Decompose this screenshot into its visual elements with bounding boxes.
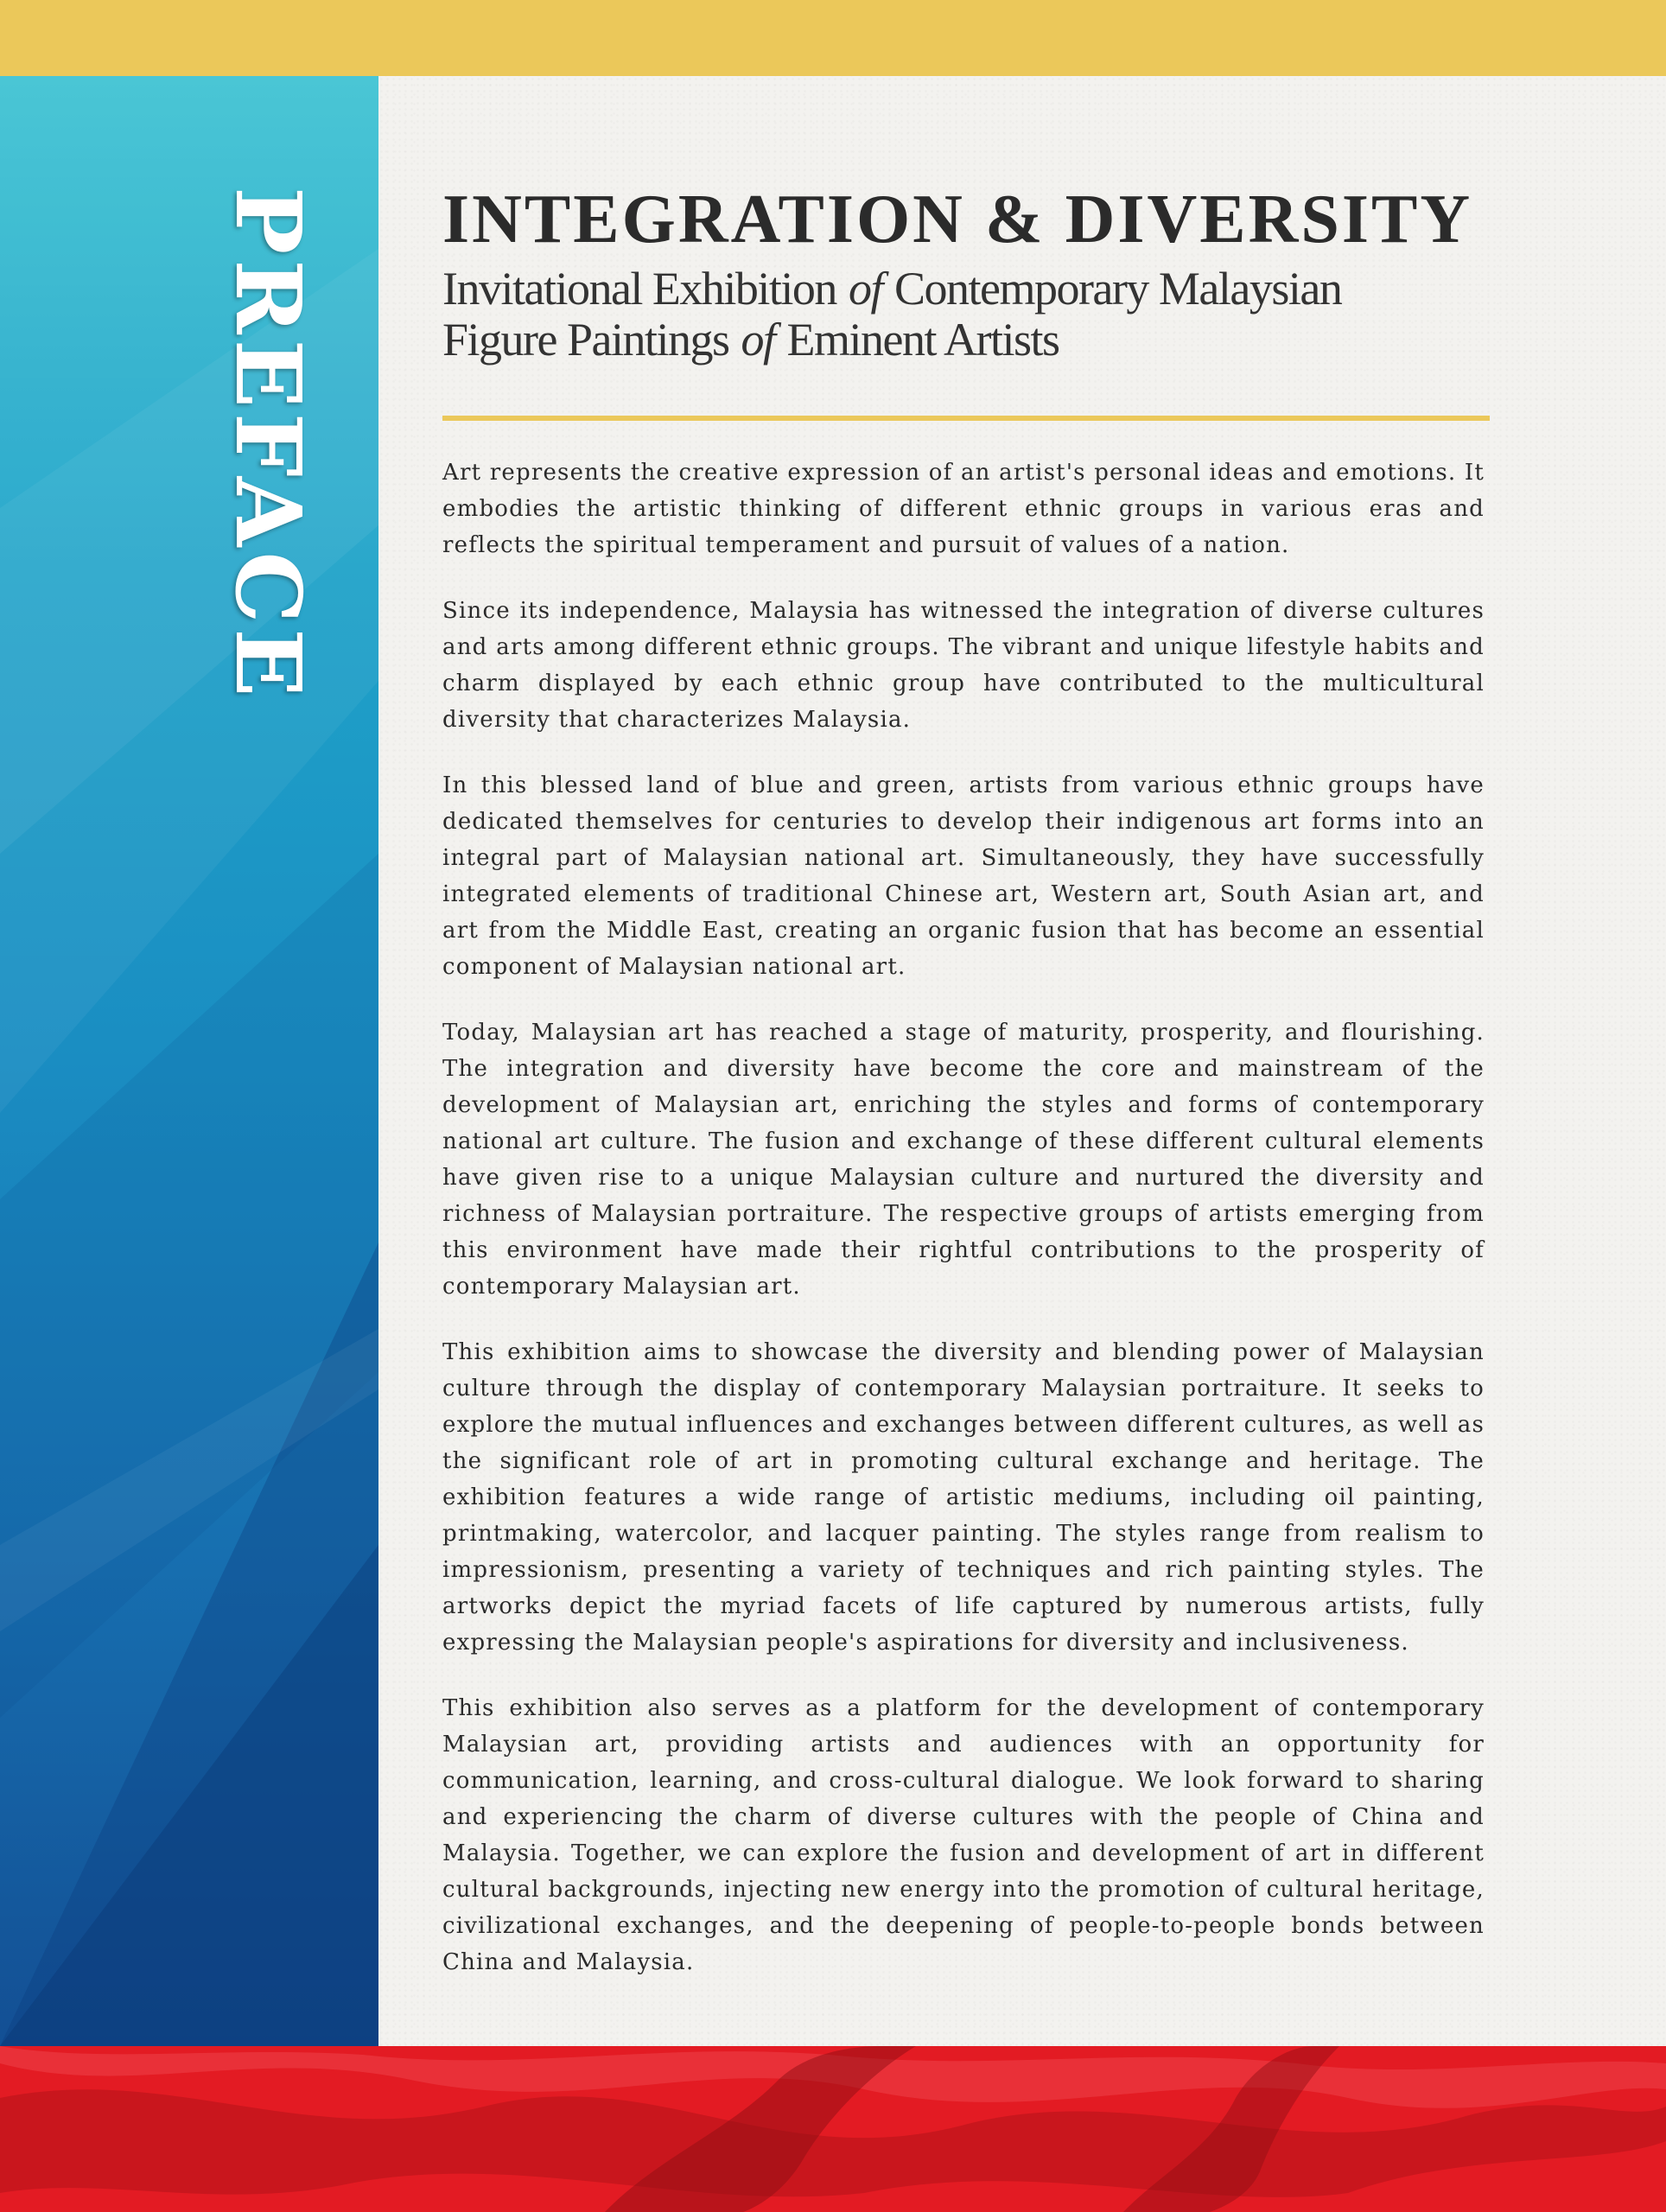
preface-vertical-title: PREFACE	[215, 187, 321, 702]
subtitle-line-1-end: Contemporary Malaysian	[893, 263, 1342, 315]
top-gold-band	[0, 0, 1666, 76]
paragraph-5: This exhibition aims to showcase the diversity and blending power of Malaysian culture through the display of contemporary Malaysian portraiture. It seeks to explore the mutual influences and exchanges between different cultures, as well as the significant role of art in promoting cultural exchange and heritage. The exhibition features a wide range of artistic mediums, including oil painting, printmaking, watercolor, and lacquer painting. The styles range from realism to impressionism, presenting a variety of techniques and rich painting styles. The artworks depict the myriad facets of life captured by numerous artists, fully expressing the Malaysian people's aspirations for diversity and inclusiveness.	[442, 1339, 1485, 1656]
page-title: INTEGRATION & DIVERSITY	[442, 181, 1473, 257]
gold-divider	[442, 416, 1490, 421]
bottom-red-band	[0, 2046, 1666, 2212]
subtitle-line-1-of: of	[848, 263, 882, 315]
preface-body	[442, 454, 1485, 2010]
subtitle-line-2-start: Figure Paintings	[442, 314, 729, 366]
marble-pattern	[0, 2046, 1666, 2212]
paragraph-3: In this blessed land of blue and green, artists from various ethnic groups have dedicated themselves for centuries to develop their indigenous art forms into an integral part of Malaysian national art. Simultaneously, they have successfully integrated elements of traditional Chinese art, Western art, South Asian art, and art from the Middle East, creating an organic fusion that has become an essential component of Malaysian national art.	[442, 772, 1485, 980]
paragraph-4: Today, Malaysian art has reached a stage of maturity, prosperity, and flourishing. The integration and diversity have become the core and mainstream of the development of Malaysian art, enriching the styles and forms of contemporary national art culture. The fusion and exchange of these different cultural elements have given rise to a unique Malaysian culture and nurtured the diversity and richness of Malaysian portraiture. The respective groups of artists emerging from this environment have made their rightful contributions to the prosperity of contemporary Malaysian art.	[442, 1020, 1485, 1300]
paragraph-2: Since its independence, Malaysia has witnessed the integration of diverse cultures and arts among different ethnic groups. The vibrant and unique lifestyle habits and charm displayed by each ethnic group have contributed to the multicultural diversity that characterizes Malaysia.	[442, 598, 1485, 733]
subtitle-line-1-start: Invitational Exhibition	[442, 263, 836, 315]
subtitle-line-2	[442, 315, 1479, 365]
subtitle-line-1	[442, 264, 1479, 315]
side-panel	[0, 76, 378, 2046]
subtitle-line-2-end: Eminent Artists	[786, 314, 1059, 366]
page-subtitle	[442, 264, 1479, 366]
paragraph-1: Art represents the creative expression of an artist's personal ideas and emotions. It embodies the artistic thinking of different ethnic groups in various eras and reflects the spiritual temperament and pursuit of values of a nation.	[442, 460, 1485, 558]
subtitle-line-2-of: of	[741, 314, 775, 366]
side-panel-pattern	[0, 76, 378, 2046]
paragraph-6: This exhibition also serves as a platform for the development of contemporary Malaysian art, providing artists and audiences with an opportunity for communication, learning, and cross-cultural dialogue. We look forward to sharing and experiencing the charm of diverse cultures with the people of China and Malaysia. Together, we can explore the fusion and development of art in different cultural backgrounds, injecting new energy into the promotion of cultural heritage, civilizational exchanges, and the deepening of people-to-people bonds between China and Malaysia.	[442, 1695, 1485, 1975]
